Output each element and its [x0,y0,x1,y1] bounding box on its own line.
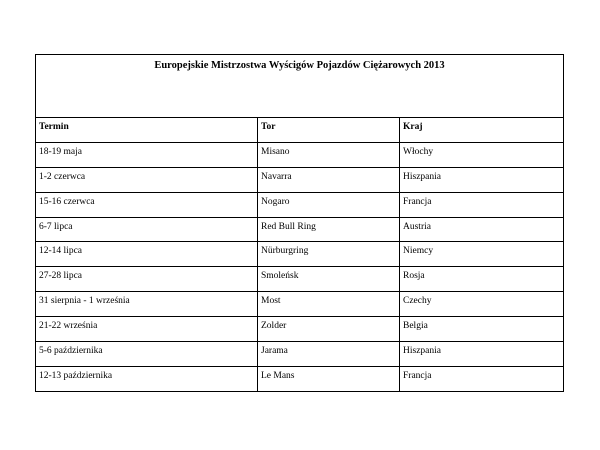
cell-tor: Most [258,292,400,317]
table-title: Europejskie Mistrzostwa Wyścigów Pojazdów Ciężarowych 2013 [36,55,564,118]
cell-kraj: Francja [400,192,564,217]
cell-tor: Le Mans [258,366,400,391]
cell-termin: 31 sierpnia - 1 września [36,292,258,317]
schedule-table [35,54,564,392]
title-row [36,55,564,118]
table-row [36,192,564,217]
table-row [36,167,564,192]
header-row [36,118,564,143]
cell-kraj: Hiszpania [400,167,564,192]
cell-tor: Navarra [258,167,400,192]
cell-kraj: Niemcy [400,242,564,267]
column-header-kraj: Kraj [400,118,564,143]
cell-tor: Zolder [258,317,400,342]
table-row [36,317,564,342]
cell-tor: Misano [258,142,400,167]
table-row [36,366,564,391]
table-row [36,217,564,242]
cell-termin: 18-19 maja [36,142,258,167]
cell-tor: Nürburgring [258,242,400,267]
cell-kraj: Rosja [400,267,564,292]
document-page [35,54,563,392]
column-header-tor: Tor [258,118,400,143]
cell-kraj: Włochy [400,142,564,167]
cell-tor: Jarama [258,342,400,367]
cell-kraj: Hiszpania [400,342,564,367]
table-row [36,142,564,167]
cell-kraj: Belgia [400,317,564,342]
cell-termin: 12-13 października [36,366,258,391]
cell-termin: 5-6 października [36,342,258,367]
cell-kraj: Austria [400,217,564,242]
table-row [36,267,564,292]
cell-termin: 27-28 lipca [36,267,258,292]
cell-tor: Red Bull Ring [258,217,400,242]
cell-termin: 12-14 lipca [36,242,258,267]
cell-termin: 1-2 czerwca [36,167,258,192]
table-row [36,342,564,367]
cell-termin: 6-7 lipca [36,217,258,242]
cell-termin: 21-22 września [36,317,258,342]
cell-kraj: Czechy [400,292,564,317]
cell-tor: Smoleńsk [258,267,400,292]
column-header-termin: Termin [36,118,258,143]
cell-termin: 15-16 czerwca [36,192,258,217]
table-row [36,292,564,317]
cell-kraj: Francja [400,366,564,391]
table-row [36,242,564,267]
cell-tor: Nogaro [258,192,400,217]
